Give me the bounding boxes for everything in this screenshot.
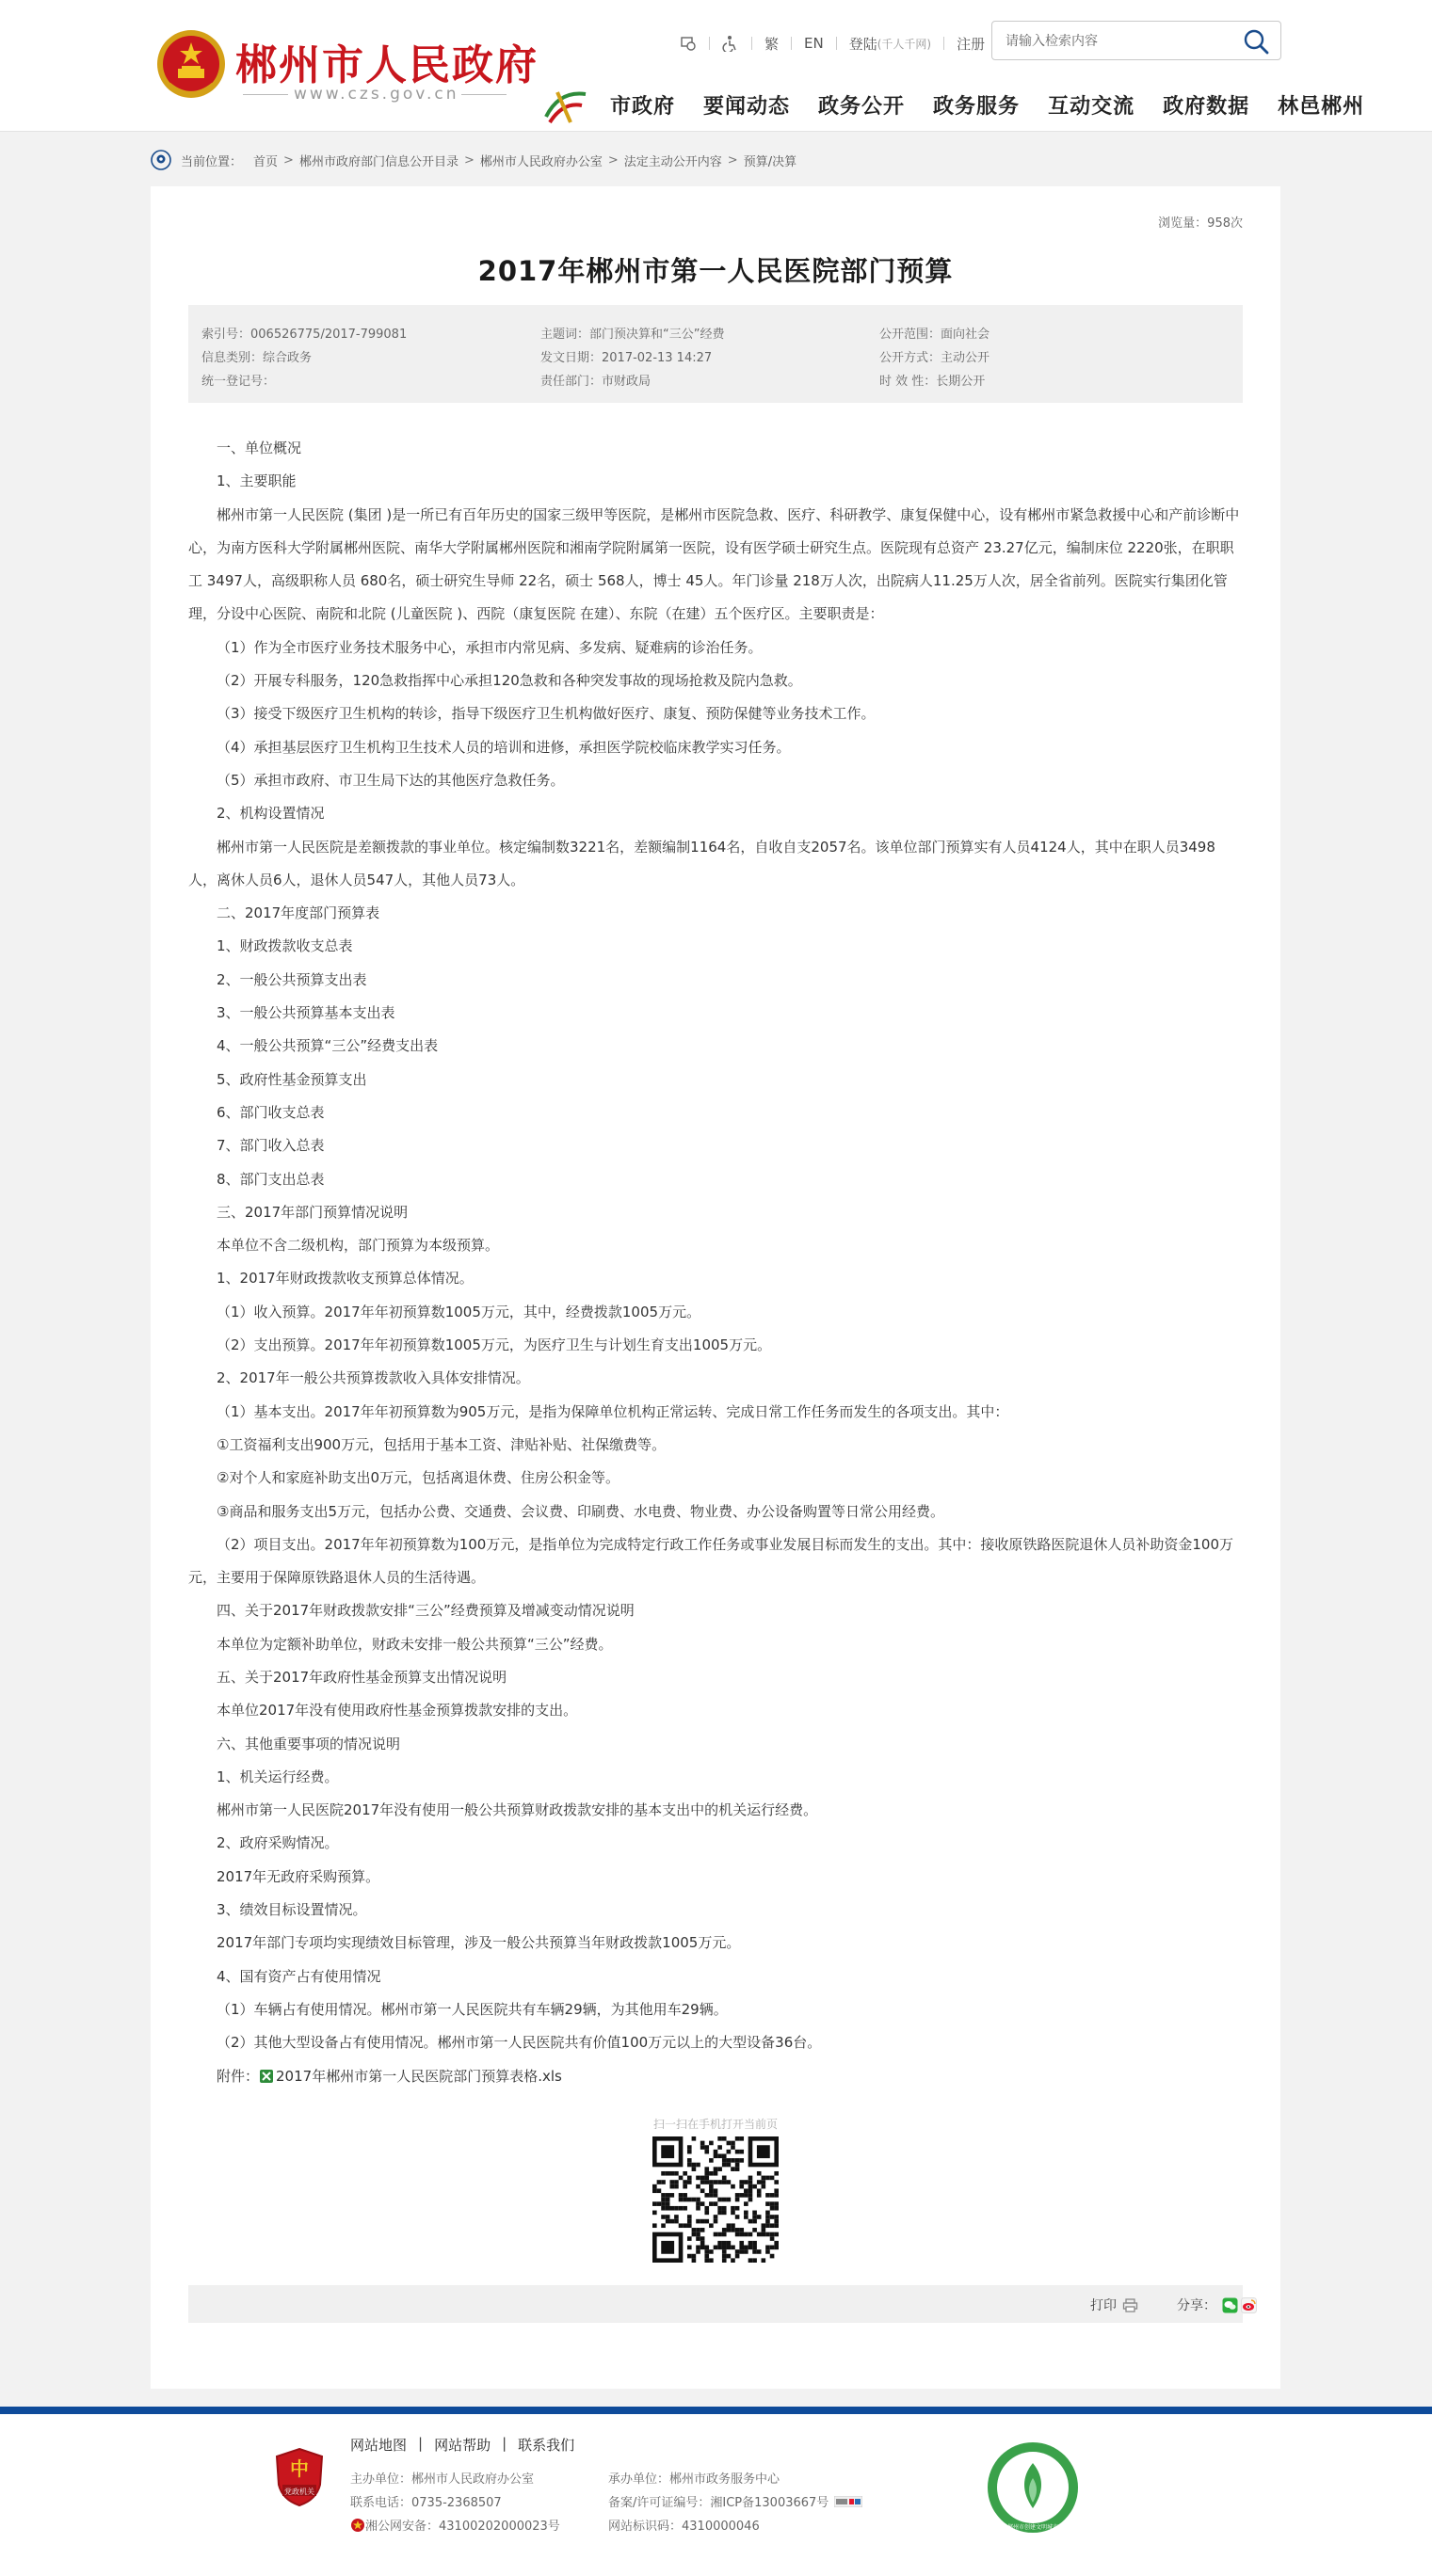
article-paragraph: （1）作为全市医疗业务技术服务中心，承担市内常见病、多发病、疑难病的诊治任务。 xyxy=(217,638,763,656)
article-paragraph: （2）开展专科服务，120急救指挥中心承担120急救和各种突发事故的现场抢救及院内急救。 xyxy=(217,672,802,690)
meta-date: 发文日期：2017-02-13 14:27 xyxy=(540,351,713,365)
breadcrumb-item[interactable]: 首页 xyxy=(253,154,279,169)
police-record-text: 湘公网安备：43100202000023号 xyxy=(365,2520,560,2534)
article-paragraph: 4、一般公共预算“三公”经费支出表 xyxy=(217,1037,439,1055)
nav-item[interactable]: 政务服务 xyxy=(933,95,1021,119)
article-paragraph: 郴州市第一人民医院2017年没有使用一般公共预算财政拨款安排的基本支出中的机关运行经费。 xyxy=(217,1801,818,1819)
police-emblem-icon xyxy=(350,2518,365,2533)
article-paragraph: 本单位2017年没有使用政府性基金预算拨款安排的支出。 xyxy=(217,1702,578,1720)
article-paragraph: 3、绩效目标设置情况。 xyxy=(217,1901,367,1919)
cnzz-stat-icon[interactable] xyxy=(834,2496,862,2507)
article-paragraph: 二、2017年度部门预算表 xyxy=(217,904,380,922)
login-link[interactable] xyxy=(849,34,931,54)
site-footer xyxy=(0,2414,1432,2576)
article-paragraph: 本单位为定额补助单位，财政未安排一般公共预算“三公”经费。 xyxy=(217,1635,613,1653)
footer-link-help[interactable]: 网站帮助 xyxy=(434,2437,491,2454)
article-paragraph: （5）承担市政府、市卫生局下达的其他医疗急救任务。 xyxy=(217,771,565,789)
article-paragraph: 四、关于2017年财政拨款安排“三公”经费预算及增减变动情况说明 xyxy=(217,1602,635,1620)
breadcrumb-arrow: > xyxy=(463,152,475,168)
article-paragraph: ③商品和服务支出5万元，包括办公费、交通费、会议费、印刷费、水电费、物业费、办公设备购置等日常公用经费。 xyxy=(217,1502,944,1520)
article-paragraph: ①工资福利支出900万元，包括用于基本工资、津贴补贴、社保缴费等。 xyxy=(217,1435,667,1453)
login-label: 登陆 xyxy=(848,35,877,53)
view-count: 浏览量：958次 xyxy=(1158,216,1243,231)
footer-police-record[interactable] xyxy=(350,2516,560,2534)
article-paragraph: 4、国有资产占有使用情况 xyxy=(217,1967,381,1985)
article-paragraph: ②对个人和家庭补助支出0万元，包括离退休费、住房公积金等。 xyxy=(217,1469,619,1487)
article-card xyxy=(151,186,1280,2389)
register-link[interactable]: 注册 xyxy=(957,35,986,53)
footer-host: 主办单位：郴州市人民政府办公室 xyxy=(350,2472,535,2487)
nav-item[interactable]: 政务公开 xyxy=(818,95,906,119)
svg-text:郴州市创建文明城市: 郴州市创建文明城市 xyxy=(1006,2524,1059,2531)
nav-item[interactable]: 市政府 xyxy=(610,95,676,119)
article-paragraph: （4）承担基层医疗卫生机构卫生技术人员的培训和进修，承担医学院校临床教学实习任务。 xyxy=(217,738,791,756)
article-paragraph: 六、其他重要事项的情况说明 xyxy=(217,1735,401,1752)
location-pin-icon xyxy=(151,150,171,170)
breadcrumb xyxy=(151,149,796,171)
article-body xyxy=(188,432,1243,2093)
meta-validity: 时 效 性：长期公开 xyxy=(879,375,986,389)
article-paragraph: 郴州市第一人民医院是差额拨款的事业单位。核定编制数3221名，差额编制1164名，自收自支2057名。该单位部门预算实有人员4124人，其中在职人员3498人，离休人员6人，退休人员547人，其他人员73人。 xyxy=(188,838,1215,888)
print-label: 打印 xyxy=(1090,2298,1117,2313)
breadcrumb-item[interactable]: 郴州市政府部门信息公开目录 xyxy=(298,154,459,169)
page-title: 2017年郴州市第一人民医院部门预算 xyxy=(477,255,954,287)
meta-reg-no: 统一登记号： xyxy=(201,375,276,389)
breadcrumb-arrow: > xyxy=(727,152,738,168)
national-emblem-icon[interactable] xyxy=(155,26,227,104)
article-paragraph: 一、单位概况 xyxy=(217,440,302,456)
article-paragraph: 8、部门支出总表 xyxy=(217,1170,325,1188)
breadcrumb-item[interactable]: 法定主动公开内容 xyxy=(623,154,722,169)
meta-index-no: 索引号：006526775/2017-799081 xyxy=(201,328,408,342)
article-paragraph: 6、部门收支总表 xyxy=(217,1103,325,1121)
article-paragraph: 5、政府性基金预算支出 xyxy=(217,1070,367,1088)
nav-item[interactable]: 政府数据 xyxy=(1163,95,1250,119)
nav-item[interactable]: 林邑郴州 xyxy=(1278,95,1365,119)
svg-text:党政机关: 党政机关 xyxy=(284,2488,314,2496)
footer-link-sep: | xyxy=(418,2435,424,2452)
site-title[interactable]: 郴州市人民政府 xyxy=(235,41,539,89)
accessibility-view-icon[interactable] xyxy=(680,35,697,52)
divider xyxy=(836,37,837,50)
article-paragraph: 1、主要职能 xyxy=(217,472,297,490)
breadcrumb-label: 当前位置： xyxy=(181,154,243,169)
meta-scope: 公开范围：面向社会 xyxy=(879,328,990,342)
footer-link-sep: | xyxy=(502,2435,507,2452)
site-header xyxy=(0,0,1432,132)
weibo-share-icon[interactable] xyxy=(1241,2297,1257,2313)
article-paragraph: 郴州市第一人民医院 (集团 )是一所已有百年历史的国家三级甲等医院，是郴州市医院急救、医疗、科研教学、康复保健中心，设有郴州市紧急救援中心和产前诊断中心，为南方医科大学附属郴州医院、南华大学附属郴州医院和湘南学院附属第一医院，设有医学硕士研究生点。医院现有总资产 23.27亿元，编制床位 2220张，在职职工 3497人，高级职称人员 680名，硕士研究生导师 22名，硕士 568人，博士 45人。年门诊量 218万人次，出院病人11.25万人次，居全省前列。医院实行集团化管理，分设中心医院、南院和北院 (儿童医院 )、西院（康复医院 在建）、东院（在建）五个医疗区。主要职责是： xyxy=(188,505,1240,623)
breadcrumb-arrow: > xyxy=(283,152,294,168)
article-paragraph: （2）支出预算。2017年年初预算数1005万元，为医疗卫生与计划生育支出1005万元。 xyxy=(217,1336,772,1354)
qr-code-icon xyxy=(652,2136,779,2263)
printer-icon xyxy=(1122,2297,1138,2313)
share-group xyxy=(1177,2296,1257,2314)
traditional-chinese-link[interactable]: 繁 xyxy=(764,35,780,53)
attachment-line xyxy=(188,2060,1243,2093)
icp-text: 备案/许可证编号：湘ICP备13003667号 xyxy=(608,2496,829,2510)
meta-dept: 责任部门：市财政局 xyxy=(540,375,652,389)
divider xyxy=(791,37,792,50)
meta-subject: 主题词：部门预决算和“三公”经费 xyxy=(540,328,725,342)
attachment-label: 附件： xyxy=(217,2067,260,2085)
nav-item[interactable]: 要闻动态 xyxy=(703,95,791,119)
login-note: (千人千网) xyxy=(877,37,932,51)
article-paragraph: （3）接受下级医疗卫生机构的转诊，指导下级医疗卫生机构做好医疗、康复、预防保健等业务技术工作。 xyxy=(217,705,876,723)
divider xyxy=(751,37,752,50)
article-paragraph: 2、一般公共预算支出表 xyxy=(217,970,367,988)
nav-brand-mark-icon xyxy=(542,85,589,126)
english-link[interactable]: EN xyxy=(804,35,824,52)
footer-organizer: 承办单位：郴州市政务服务中心 xyxy=(608,2472,780,2487)
meta-method: 公开方式：主动公开 xyxy=(879,351,990,365)
footer-phone: 联系电话：0735-2368507 xyxy=(350,2496,502,2510)
footer-links xyxy=(350,2435,574,2455)
article-paragraph: 1、2017年财政拨款收支预算总体情况。 xyxy=(217,1270,474,1288)
document-meta-box xyxy=(188,305,1243,403)
article-paragraph: 本单位不含二级机构，部门预算为本级预算。 xyxy=(217,1237,500,1255)
footer-accent-bar xyxy=(0,2407,1432,2414)
divider xyxy=(709,37,710,50)
breadcrumb-item[interactable]: 郴州市人民政府办公室 xyxy=(479,154,603,169)
qr-caption: 扫一扫在手机打开当前页 xyxy=(652,2118,778,2131)
excel-file-icon xyxy=(259,2069,274,2084)
url-divider xyxy=(461,94,507,95)
article-paragraph: 1、机关运行经费。 xyxy=(217,1768,339,1785)
print-button[interactable] xyxy=(1090,2296,1138,2314)
article-paragraph: 三、2017年部门预算情况说明 xyxy=(217,1203,409,1221)
party-gov-badge-icon[interactable] xyxy=(273,2447,326,2507)
article-paragraph: 2、机构设置情况 xyxy=(217,805,325,823)
main-nav xyxy=(610,90,1364,120)
search-icon[interactable] xyxy=(1241,26,1271,56)
article-paragraph: 2、政府采购情况。 xyxy=(217,1834,339,1852)
article-paragraph: （1）车辆占有使用情况。郴州市第一人民医院共有车辆29辆，为其他用车29辆。 xyxy=(217,2000,728,2018)
footer-link-contact[interactable]: 联系我们 xyxy=(518,2437,575,2454)
search-input[interactable] xyxy=(1006,31,1231,52)
attachment-link[interactable]: 2017年郴州市第一人民医院部门预算表格.xls xyxy=(276,2067,562,2085)
article-paragraph: （2）其他大型设备占有使用情况。郴州市第一人民医院共有价值100万元以上的大型设备36台。 xyxy=(217,2034,822,2052)
footer-icp[interactable] xyxy=(608,2492,862,2510)
article-actions xyxy=(188,2285,1243,2323)
article-paragraph: 2017年部门专项均实现绩效目标管理，涉及一般公共预算当年财政拨款1005万元。 xyxy=(217,1934,741,1952)
wechat-share-icon[interactable] xyxy=(1222,2297,1238,2313)
article-paragraph: （2）项目支出。2017年年初预算数为100万元，是指单位为完成特定行政工作任务或事业发展目标而发生的支出。其中：接收原铁路医院退休人员补助资金100万元，主要用于保障原铁路退休人员的生活待遇。 xyxy=(188,1535,1233,1587)
article-paragraph: 7、部门收入总表 xyxy=(217,1137,325,1155)
meta-category: 信息类别：综合政务 xyxy=(201,351,313,365)
footer-site-code: 网站标识码：4310000046 xyxy=(608,2520,760,2534)
nav-item[interactable]: 互动交流 xyxy=(1048,95,1135,119)
breadcrumb-item[interactable]: 预算/决算 xyxy=(743,154,797,169)
article-paragraph: 1、财政拨款收支总表 xyxy=(217,937,353,955)
article-paragraph: 2017年无政府采购预算。 xyxy=(217,1867,380,1885)
article-paragraph: （1）收入预算。2017年年初预算数1005万元，其中，经费拨款1005万元。 xyxy=(217,1303,701,1320)
footer-link-sitemap[interactable]: 网站地图 xyxy=(350,2437,408,2454)
share-label: 分享： xyxy=(1177,2298,1216,2313)
svg-text:中: 中 xyxy=(290,2457,309,2480)
site-url: www.czs.gov.cn xyxy=(294,85,459,104)
breadcrumb-arrow: > xyxy=(607,152,619,168)
accessibility-person-icon[interactable] xyxy=(722,35,739,52)
civilized-city-badge-icon[interactable] xyxy=(986,2440,1080,2535)
search-box xyxy=(991,21,1281,60)
top-links xyxy=(680,32,985,55)
article-paragraph: 2、2017年一般公共预算拨款收入具体安排情况。 xyxy=(217,1369,530,1387)
article-paragraph: 3、一般公共预算基本支出表 xyxy=(217,1004,395,1022)
article-paragraph: 五、关于2017年政府性基金预算支出情况说明 xyxy=(217,1668,507,1686)
article-paragraph: （1）基本支出。2017年年初预算数为905万元，是指为保障单位机构正常运转、完成日常工作任务而发生的各项支出。其中： xyxy=(217,1402,1009,1420)
url-divider xyxy=(243,94,288,95)
divider xyxy=(943,37,944,50)
